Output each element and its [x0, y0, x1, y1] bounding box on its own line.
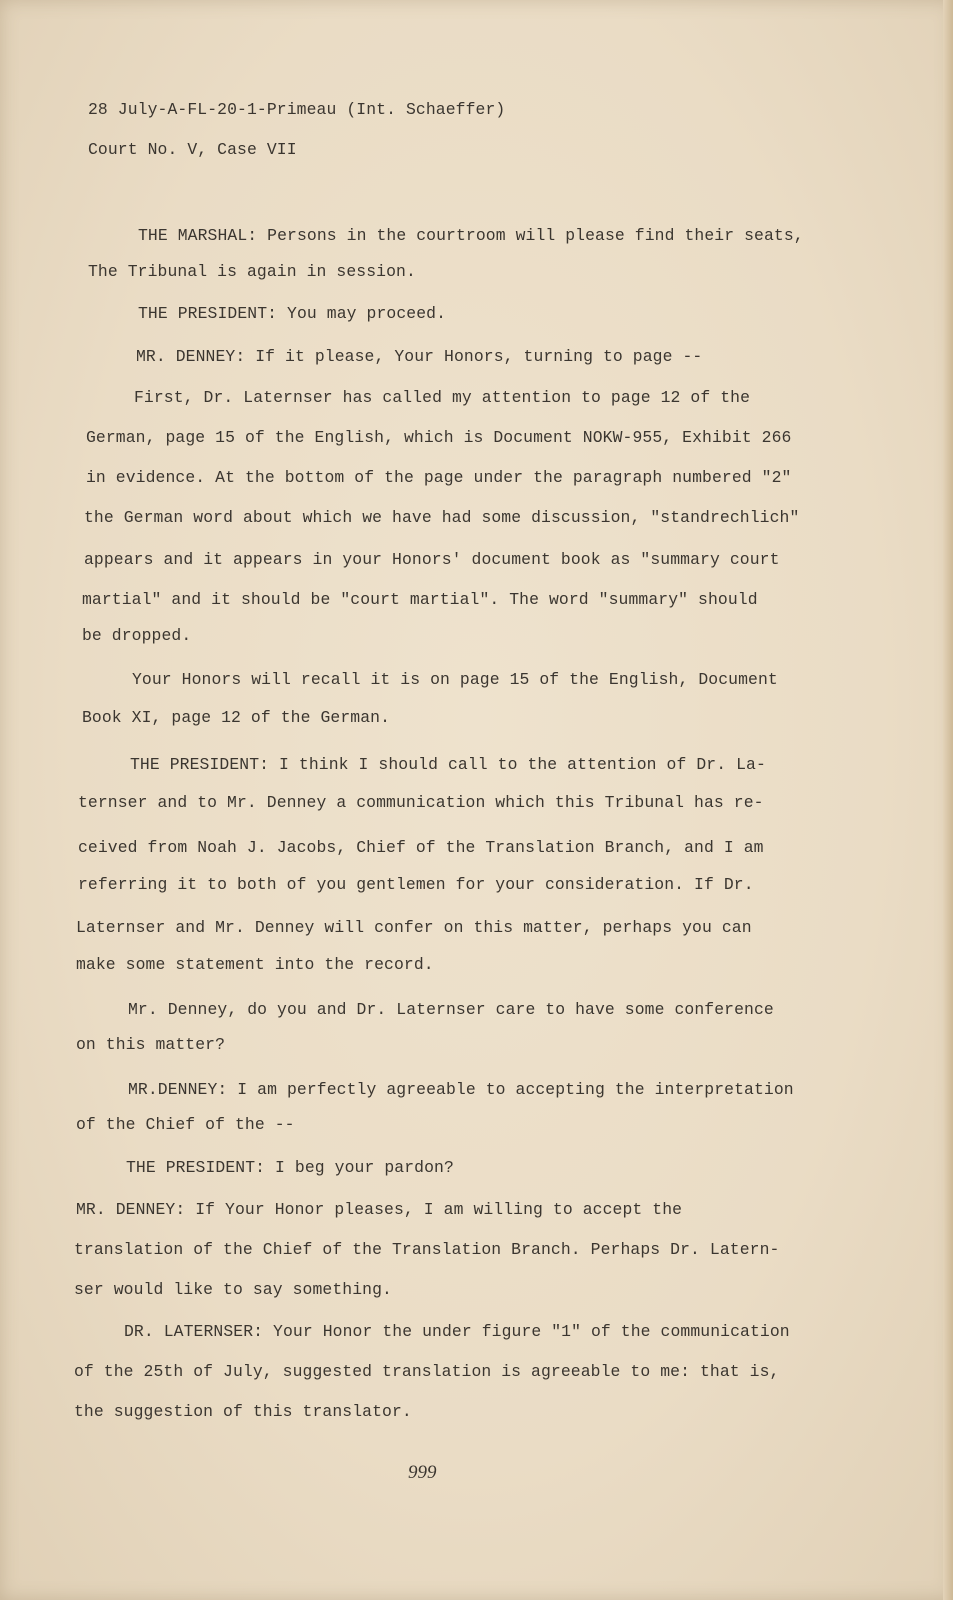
text-line: THE PRESIDENT: I beg your pardon?	[126, 1158, 454, 1177]
page-number: 999	[408, 1462, 437, 1483]
page-edge	[943, 0, 953, 1600]
text-line: THE PRESIDENT: You may proceed.	[138, 304, 447, 323]
text-line: make some statement into the record.	[76, 955, 434, 974]
text-line: ceived from Noah J. Jacobs, Chief of the Translation Branch, and I am	[78, 838, 764, 857]
text-line: referring it to both of you gentlemen for your consideration. If Dr.	[78, 875, 754, 894]
text-line: translation of the Chief of the Translation Branch. Perhaps Dr. Latern-	[74, 1240, 780, 1259]
text-line: MR. DENNEY: If it please, Your Honors, turning to page --	[136, 347, 703, 366]
text-line: THE PRESIDENT: I think I should call to the attention of Dr. La-	[130, 755, 766, 774]
text-line: Book XI, page 12 of the German.	[82, 708, 391, 727]
text-line: MR.DENNEY: I am perfectly agreeable to accepting the interpretation	[128, 1080, 794, 1099]
header-line-1: 28 July-A-FL-20-1-Primeau (Int. Schaeffer)	[88, 100, 506, 119]
text-line: in evidence. At the bottom of the page under the paragraph numbered "2"	[86, 468, 792, 487]
text-line: ternser and to Mr. Denney a communication which this Tribunal has re-	[78, 793, 764, 812]
text-line: of the 25th of July, suggested translation is agreeable to me: that is,	[74, 1362, 780, 1381]
text-line: Laternser and Mr. Denney will confer on this matter, perhaps you can	[76, 918, 752, 937]
text-line: DR. LATERNSER: Your Honor the under figure "1" of the communication	[124, 1322, 790, 1341]
text-line: appears and it appears in your Honors' document book as "summary court	[84, 550, 780, 569]
header-line-2: Court No. V, Case VII	[88, 140, 297, 159]
text-line: MR. DENNEY: If Your Honor pleases, I am willing to accept the	[76, 1200, 683, 1219]
text-line: German, page 15 of the English, which is Document NOKW-955, Exhibit 266	[86, 428, 792, 447]
text-line: Your Honors will recall it is on page 15 of the English, Document	[132, 670, 778, 689]
text-line: of the Chief of the --	[76, 1115, 295, 1134]
text-line: The Tribunal is again in session.	[88, 262, 416, 281]
text-line: martial" and it should be "court martial". The word "summary" should	[82, 590, 758, 609]
text-line: Mr. Denney, do you and Dr. Laternser care to have some conference	[128, 1000, 774, 1019]
text-line: ser would like to say something.	[74, 1280, 392, 1299]
text-line: THE MARSHAL: Persons in the courtroom will please find their seats,	[138, 226, 804, 245]
text-line: be dropped.	[82, 626, 192, 645]
text-line: the German word about which we have had some discussion, "standrechlich"	[84, 508, 800, 527]
text-line: First, Dr. Laternser has called my attention to page 12 of the	[134, 388, 751, 407]
text-line: on this matter?	[76, 1035, 226, 1054]
text-line: the suggestion of this translator.	[74, 1402, 412, 1421]
